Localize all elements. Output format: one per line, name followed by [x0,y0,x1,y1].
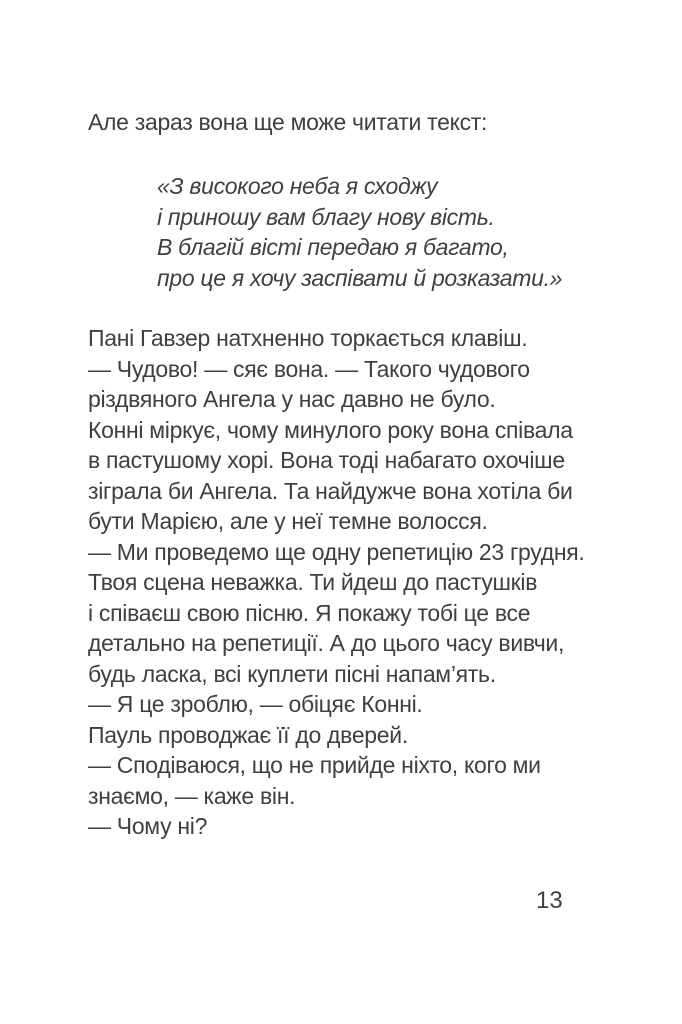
text-line: — Сподіваюся, що не прийде ніхто, кого ми [88,752,541,778]
quote-line: про це я хочу заспівати й розказати.» [157,264,563,291]
text-line: будь ласка, всі куплети пісні напам’ять. [88,660,496,687]
text-line: бути Марією, але у неї темне волосся. [88,508,488,534]
text-line: в пастушому хорі. Вона тоді набагато охочіше [88,447,565,473]
quote-line: «З високого неба я сходжу [157,173,438,199]
text-line: різдвяного Ангела у нас давно не було. [88,386,496,412]
quote-line: В благій вісті передаю я багато, [157,234,509,260]
page-number: 13 [536,887,563,914]
text-line: — Чому ні? [88,813,208,839]
text-line: знаємо, — каже він. [88,782,296,809]
text-line: і співаєш свою пісню. Я покажу тобі це все [88,599,531,626]
text-line: — Чудово! — сяє вона. — Такого чудового [88,355,530,382]
text-line: зіграла би Ангела. Та найдужче вона хотіла би [88,477,573,504]
text-line: Твоя сцена неважка. Ти йдеш до пастушків [88,569,538,595]
text-line: Пані Гавзер натхненно торкається клавіш. [88,325,528,351]
text-line: — Ми проведемо ще одну репетицію 23 грудня. [88,538,585,565]
text-line: Пауль проводжає її до дверей. [88,721,408,748]
text-line: Конні міркує, чому минулого року вона співала [88,416,573,443]
text-line: Але зараз вона ще може читати текст: [88,109,488,135]
intro-paragraph [88,107,487,138]
body-paragraphs [88,323,585,842]
text-line: детально на репетиції. А до цього часу вивчи, [88,630,565,656]
song-quote-block [157,171,562,293]
text-line: — Я це зроблю, — обіцяє Конні. [88,691,423,717]
quote-line: і приношу вам благу нову вість. [157,203,495,230]
